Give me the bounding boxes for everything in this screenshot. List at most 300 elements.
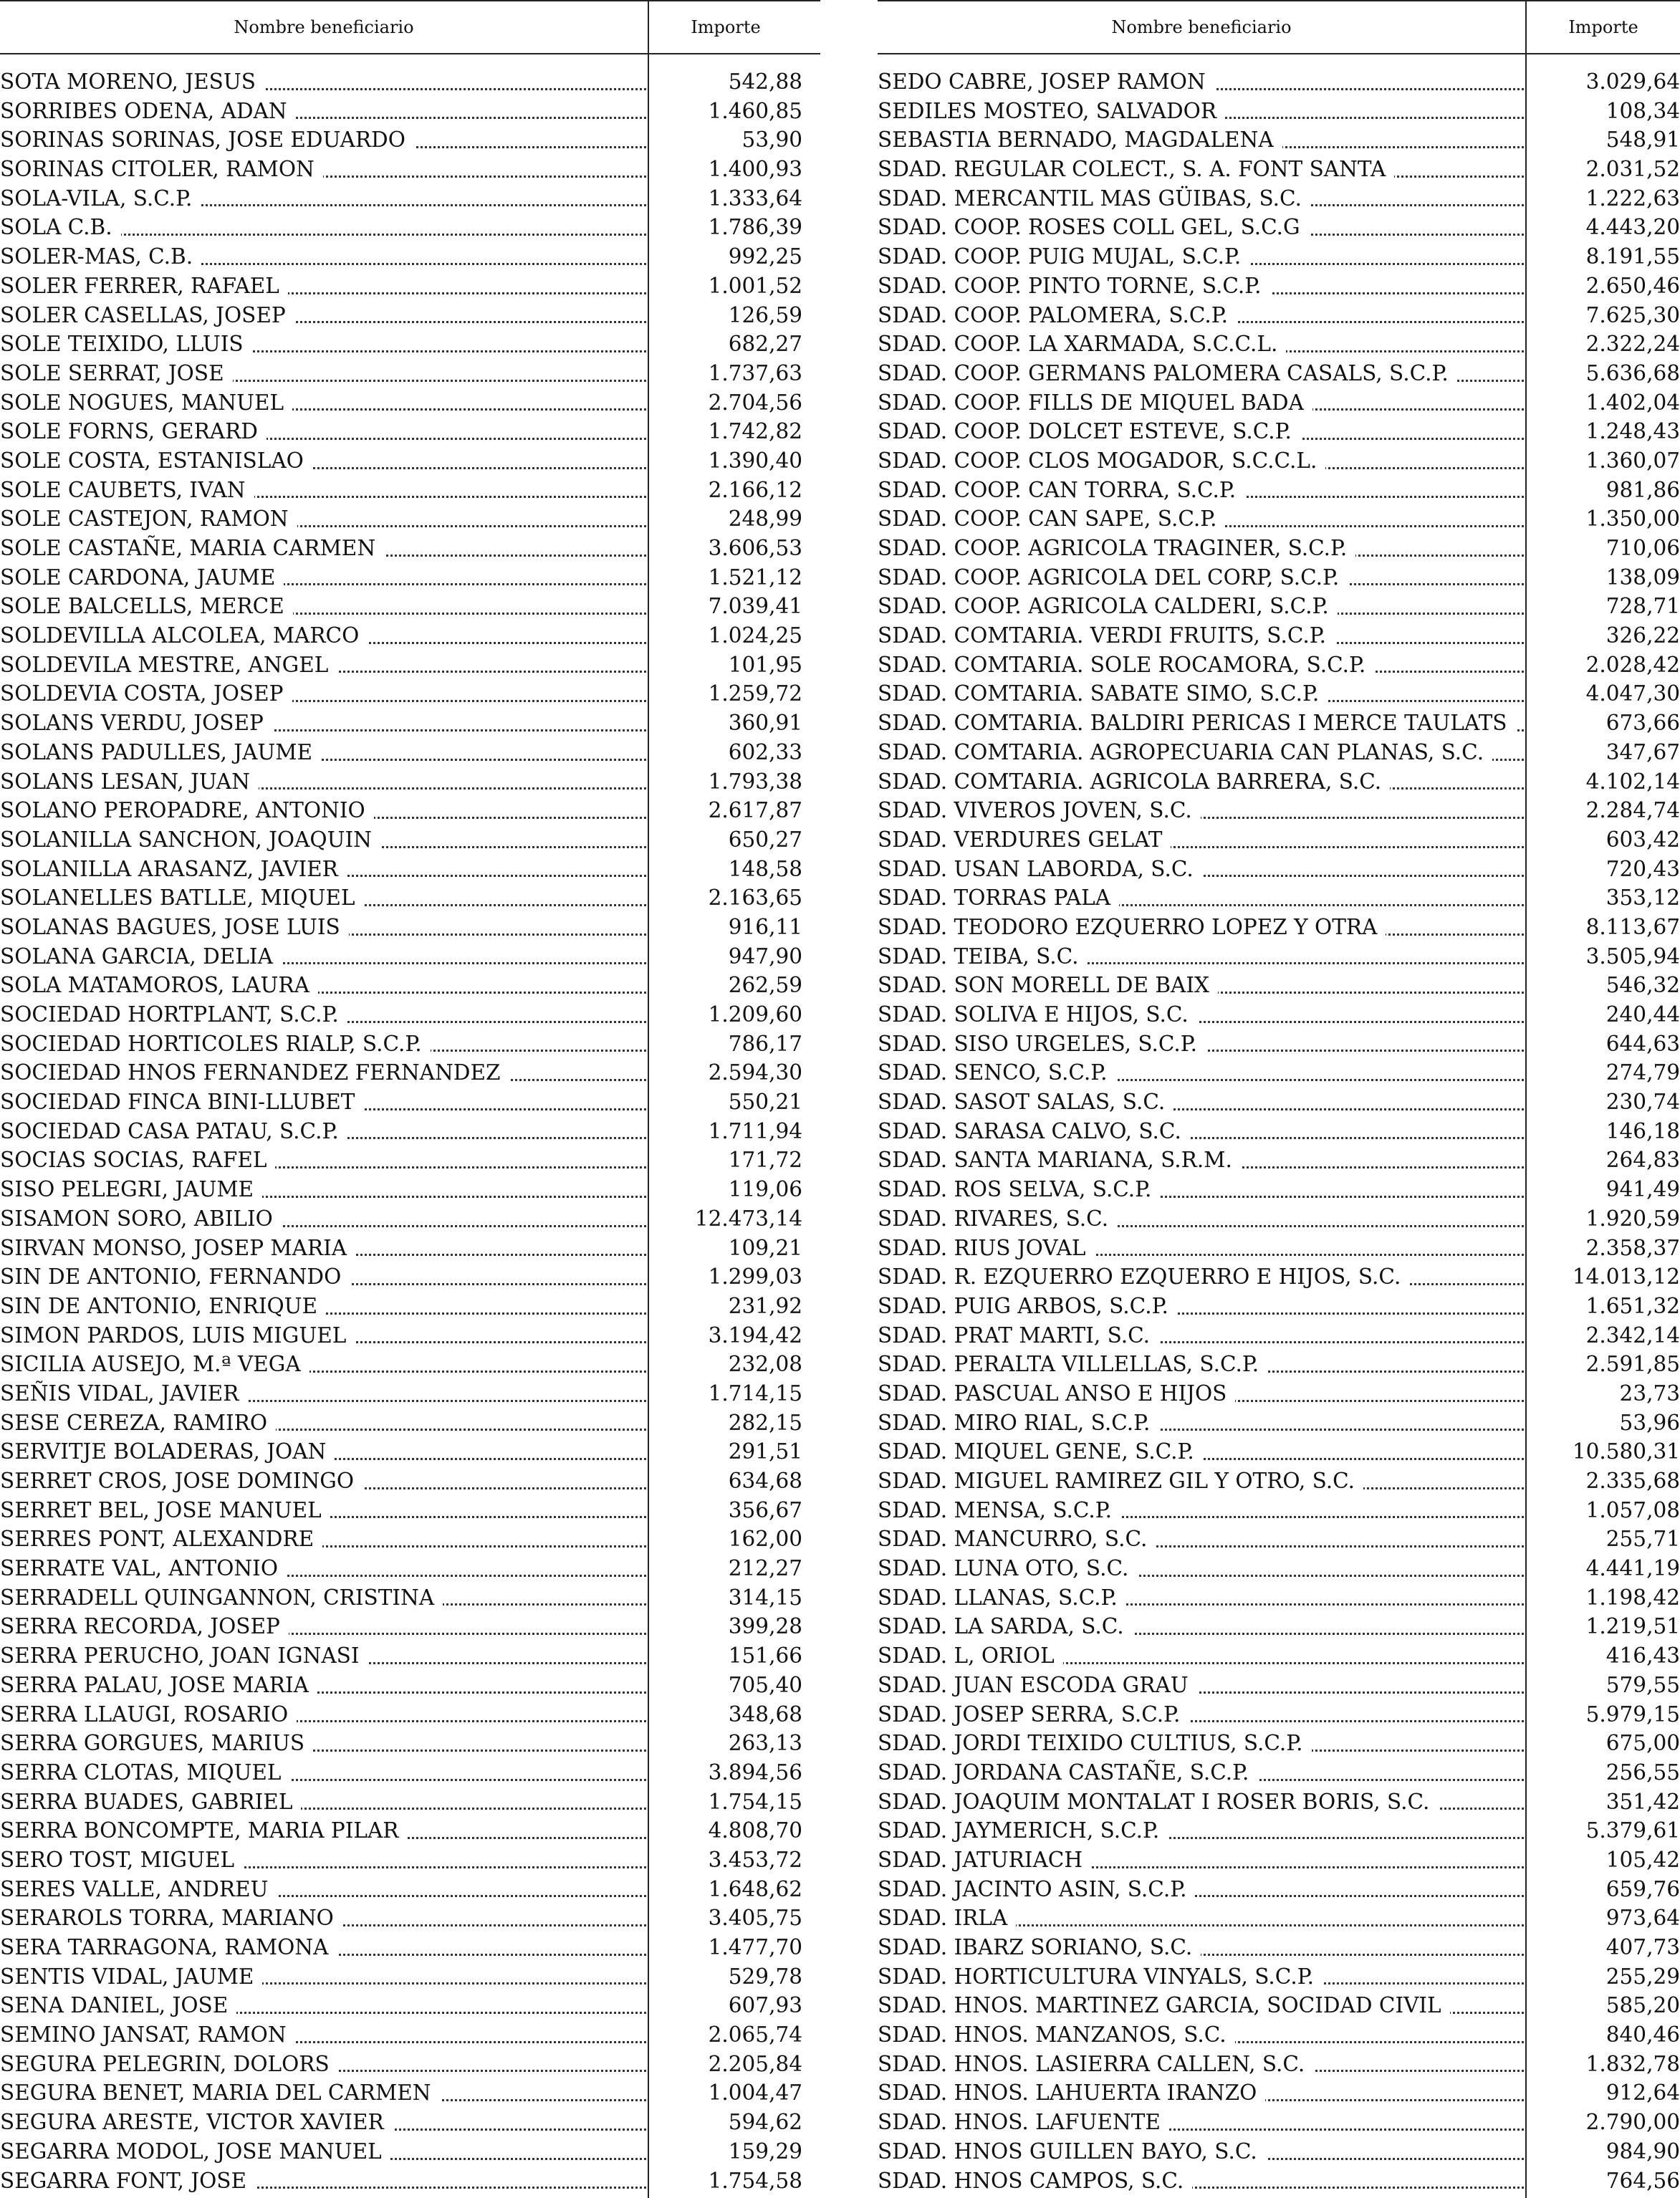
amount-cell: 356,67 <box>728 1497 802 1522</box>
beneficiary-name: SERRA PERUCHO, JOAN IGNASI <box>0 1643 368 1668</box>
table-row <box>0 1787 820 1817</box>
table-row <box>0 1408 820 1438</box>
amount-cell: 1.209,60 <box>708 1002 802 1027</box>
beneficiary-name-cell <box>0 1700 646 1729</box>
amount-cell: 1.786,39 <box>708 215 802 240</box>
beneficiary-name-cell <box>0 1904 646 1933</box>
beneficiary-name: SOLA-VILA, S.C.P. <box>0 186 201 211</box>
table-row <box>0 1467 820 1496</box>
table-row <box>878 1729 1680 1758</box>
beneficiary-name-cell <box>878 563 1524 592</box>
table-row <box>0 1000 820 1030</box>
table-row <box>878 301 1680 330</box>
beneficiary-name: SERRA BONCOMPTE, MARIA PILAR <box>0 1818 408 1843</box>
beneficiary-name-cell <box>878 2020 1524 2050</box>
beneficiary-name-cell <box>878 855 1524 884</box>
beneficiary-name-cell <box>0 2166 646 2196</box>
amount-cell: 126,59 <box>728 302 802 327</box>
amount-cell: 529,78 <box>728 1964 802 1989</box>
beneficiary-name: SOLE CARDONA, JAUME <box>0 565 284 590</box>
beneficiary-name: SDAD. COOP. CLOS MOGADOR, S.C.C.L. <box>878 448 1325 473</box>
beneficiary-name-cell <box>0 417 646 446</box>
amount-cell: 1.521,12 <box>708 565 802 590</box>
beneficiary-name-cell <box>0 563 646 592</box>
beneficiary-name: SDAD. SENCO, S.C.P. <box>878 1060 1116 1085</box>
table-row <box>878 767 1680 797</box>
beneficiary-name-cell <box>0 272 646 301</box>
beneficiary-name: SDAD. RIUS JOVAL <box>878 1236 1095 1260</box>
amount-cell: 162,00 <box>728 1527 802 1552</box>
amount-cell: 542,88 <box>728 69 802 94</box>
beneficiary-name: SDAD. HNOS. MANZANOS, S.C. <box>878 2022 1235 2047</box>
amount-cell: 348,68 <box>728 1702 802 1727</box>
table-row <box>0 242 820 272</box>
beneficiary-name-cell <box>878 1962 1524 1992</box>
table-row <box>0 1262 820 1292</box>
amount-cell: 10.580,31 <box>1572 1439 1680 1464</box>
beneficiary-name-cell <box>0 301 646 330</box>
beneficiary-name: SOLANS PADULLES, JAUME <box>0 740 321 764</box>
amount-cell: 548,91 <box>1605 128 1680 153</box>
beneficiary-name-cell <box>0 125 646 155</box>
beneficiary-name: SOCIEDAD CASA PATAU, S.C.P. <box>0 1119 347 1143</box>
amount-cell: 7.039,41 <box>708 594 802 619</box>
beneficiary-name-cell <box>878 1262 1524 1292</box>
beneficiary-name: SDAD. COMTARIA. AGROPECUARIA CAN PLANAS, S.C. <box>878 740 1492 764</box>
beneficiary-name-cell <box>0 796 646 825</box>
beneficiary-name-cell <box>878 417 1524 446</box>
beneficiary-name: SDAD. JUAN ESCODA GRAU <box>878 1673 1197 1697</box>
beneficiary-name: SDAD. PRAT MARTI, S.C. <box>878 1323 1158 1348</box>
amount-cell: 263,13 <box>728 1731 802 1756</box>
beneficiary-name: SICILIA AUSEJO, M.ª VEGA <box>0 1352 309 1376</box>
table-row <box>0 2050 820 2079</box>
amount-cell: 2.650,46 <box>1585 273 1680 298</box>
beneficiary-name-cell <box>0 2078 646 2108</box>
beneficiary-name: SESE CEREZA, RAMIRO <box>0 1411 276 1435</box>
amount-cell: 255,29 <box>1605 1964 1680 1989</box>
amount-cell: 105,42 <box>1605 1847 1680 1872</box>
beneficiary-name-cell <box>0 1030 646 1059</box>
beneficiary-name: SDAD. JORDANA CASTAÑE, S.C.P. <box>878 1760 1257 1785</box>
beneficiary-name-cell <box>878 738 1524 767</box>
amount-cell: 4.808,70 <box>708 1818 802 1843</box>
amount-cell: 255,71 <box>1605 1527 1680 1552</box>
beneficiary-name: SIMON PARDOS, LUIS MIGUEL <box>0 1323 355 1348</box>
beneficiary-name: SENTIS VIDAL, JAUME <box>0 1964 262 1989</box>
table-row <box>0 359 820 388</box>
table-row <box>878 1671 1680 1700</box>
beneficiary-name-cell <box>878 1875 1524 1904</box>
table-row <box>0 1292 820 1321</box>
table-row <box>0 1030 820 1059</box>
beneficiary-name-cell <box>0 1175 646 1204</box>
amount-cell: 2.617,87 <box>708 798 802 823</box>
beneficiary-name: SDAD. JACINTO ASIN, S.C.P. <box>878 1877 1195 1901</box>
amount-cell: 159,29 <box>728 2139 802 2164</box>
table-row <box>0 1234 820 1263</box>
table-row <box>878 242 1680 272</box>
amount-cell: 3.453,72 <box>708 1847 802 1872</box>
beneficiary-name: SERA TARRAGONA, RAMONA <box>0 1935 337 1959</box>
beneficiary-name-cell <box>0 1408 646 1438</box>
beneficiary-name: SOLA C.B. <box>0 215 121 239</box>
table-row <box>878 942 1680 971</box>
beneficiary-name: SOCIEDAD HORTPLANT, S.C.P. <box>0 1002 347 1027</box>
beneficiary-name-cell <box>0 1058 646 1088</box>
beneficiary-name-cell <box>0 1350 646 1379</box>
beneficiary-name: SOLE NOGUES, MANUEL <box>0 390 292 415</box>
amount-cell: 2.594,30 <box>708 1060 802 1085</box>
beneficiary-name-cell <box>0 1292 646 1321</box>
amount-cell: 1.222,63 <box>1585 186 1680 211</box>
amount-cell: 1.711,94 <box>708 1118 802 1143</box>
beneficiary-name-cell <box>878 1671 1524 1700</box>
beneficiary-name: SDAD. COOP. CAN TORRA, S.C.P. <box>878 478 1244 502</box>
beneficiary-name: SOLER CASELLAS, JOSEP <box>0 303 294 327</box>
beneficiary-name-cell <box>878 1467 1524 1496</box>
beneficiary-name: SERRA RECORDA, JOSEP <box>0 1614 289 1638</box>
beneficiary-name-cell <box>878 1408 1524 1438</box>
beneficiary-name-cell <box>0 913 646 942</box>
amount-cell: 3.405,75 <box>708 1906 802 1931</box>
beneficiary-name-cell <box>878 184 1524 213</box>
amount-cell: 1.057,08 <box>1585 1497 1680 1522</box>
beneficiary-name: SDAD. SASOT SALAS, S.C. <box>878 1090 1173 1114</box>
beneficiary-name: SDAD. TEIBA, S.C. <box>878 944 1088 969</box>
beneficiary-name-cell <box>878 592 1524 621</box>
beneficiary-name: SERRA CLOTAS, MIQUEL <box>0 1760 290 1785</box>
beneficiary-name-cell <box>0 1117 646 1146</box>
beneficiary-name-cell <box>0 2137 646 2166</box>
beneficiary-name-cell <box>878 446 1524 476</box>
beneficiary-name: SORINAS CITOLER, RAMON <box>0 157 323 181</box>
amount-cell: 1.742,82 <box>708 419 802 444</box>
table-row <box>0 592 820 621</box>
amount-cell: 1.832,78 <box>1585 2051 1680 2076</box>
beneficiary-name: SDAD. COOP. PALOMERA, S.C.P. <box>878 303 1237 327</box>
amount-cell: 1.737,63 <box>708 360 802 385</box>
beneficiary-name-cell <box>0 1088 646 1117</box>
amount-cell: 109,21 <box>728 1235 802 1260</box>
amount-cell: 2.205,84 <box>708 2051 802 2076</box>
beneficiary-name: SOLER FERRER, RAFAEL <box>0 274 288 298</box>
table-row <box>0 679 820 709</box>
amount-cell: 644,63 <box>1605 1031 1680 1056</box>
table-row <box>0 1204 820 1234</box>
amount-cell: 992,25 <box>728 244 802 269</box>
beneficiary-name-cell <box>0 1612 646 1641</box>
amount-cell: 1.360,07 <box>1585 448 1680 473</box>
amount-cell: 264,83 <box>1605 1148 1680 1173</box>
beneficiary-name-cell <box>878 1437 1524 1467</box>
table-row <box>0 534 820 563</box>
amount-cell: 146,18 <box>1605 1118 1680 1143</box>
beneficiary-name: SISAMON SORO, ABILIO <box>0 1206 282 1231</box>
table-row <box>0 796 820 825</box>
amount-cell: 151,66 <box>728 1643 802 1669</box>
table-row <box>878 1030 1680 1059</box>
amount-cell: 138,09 <box>1605 565 1680 590</box>
beneficiary-name: SDAD. SISO URGELES, S.C.P. <box>878 1032 1206 1056</box>
amount-cell: 550,21 <box>728 1090 802 1115</box>
beneficiary-name-cell <box>0 1641 646 1671</box>
table-row <box>878 359 1680 388</box>
beneficiary-name-cell <box>878 971 1524 1000</box>
amount-cell: 1.299,03 <box>708 1264 802 1290</box>
beneficiary-name-cell <box>878 1000 1524 1030</box>
beneficiary-name-cell <box>0 1204 646 1234</box>
beneficiary-name: SDAD. HNOS. LAHUERTA IRANZO <box>878 2081 1265 2105</box>
beneficiary-name: SDAD. JOSEP SERRA, S.C.P. <box>878 1702 1189 1727</box>
amount-cell: 407,73 <box>1605 1935 1680 1959</box>
beneficiary-name: SOLANELLES BATLLE, MIQUEL <box>0 886 363 910</box>
amount-cell: 1.390,40 <box>708 448 802 473</box>
beneficiary-name: SDAD. COMTARIA. BALDIRI PERICAS I MERCE TAULATS <box>878 711 1515 735</box>
amount-cell: 786,17 <box>728 1031 802 1056</box>
beneficiary-name-cell <box>0 476 646 505</box>
amount-cell: 1.333,64 <box>708 186 802 211</box>
beneficiary-name-cell <box>878 1554 1524 1583</box>
beneficiary-name: SERRA BUADES, GABRIEL <box>0 1790 301 1814</box>
beneficiary-name-cell <box>878 1933 1524 1962</box>
table-row <box>0 446 820 476</box>
beneficiary-name-cell <box>0 1379 646 1408</box>
beneficiary-name: SDAD. REGULAR COLECT., S. A. FONT SANTA <box>878 157 1394 181</box>
amount-cell: 5.636,68 <box>1585 360 1680 385</box>
table-row <box>878 184 1680 213</box>
beneficiary-name-cell <box>878 679 1524 709</box>
beneficiary-name: SDAD. COMTARIA. AGRICOLA BARRERA, S.C. <box>878 769 1390 794</box>
amount-cell: 360,91 <box>728 711 802 736</box>
beneficiary-name: SEGURA ARESTE, VICTOR XAVIER <box>0 2110 393 2134</box>
table-row <box>878 417 1680 446</box>
amount-cell: 2.704,56 <box>708 390 802 415</box>
amount-cell: 594,62 <box>728 2110 802 2135</box>
beneficiary-name-cell <box>0 825 646 855</box>
beneficiary-name: SOTA MORENO, JESUS <box>0 69 264 94</box>
table-row <box>878 1088 1680 1117</box>
beneficiary-name: SOLANS LESAN, JUAN <box>0 769 259 794</box>
table-row <box>878 1904 1680 1933</box>
table-row <box>0 2078 820 2108</box>
beneficiary-name-cell <box>878 1175 1524 1204</box>
beneficiary-name: SEÑIS VIDAL, JAVIER <box>0 1381 247 1406</box>
table-row <box>0 125 820 155</box>
beneficiary-name: SDAD. JATURIACH <box>878 1848 1091 1872</box>
beneficiary-name-cell <box>878 1787 1524 1817</box>
table-row <box>0 301 820 330</box>
table-row <box>0 1525 820 1554</box>
beneficiary-name-cell <box>0 2108 646 2137</box>
beneficiary-name-cell <box>878 709 1524 738</box>
table-row <box>0 2137 820 2166</box>
amount-cell: 1.477,70 <box>708 1935 802 1959</box>
amount-cell: 274,79 <box>1605 1060 1680 1085</box>
beneficiary-name-cell <box>0 679 646 709</box>
amount-cell: 912,64 <box>1605 2081 1680 2106</box>
table-row <box>0 1175 820 1204</box>
amount-cell: 148,58 <box>728 856 802 881</box>
table-row <box>878 1612 1680 1641</box>
beneficiary-name-cell <box>878 1117 1524 1146</box>
amount-cell: 8.113,67 <box>1585 914 1680 939</box>
table-row <box>0 971 820 1000</box>
beneficiary-name: SDAD. SARASA CALVO, S.C. <box>878 1119 1190 1143</box>
beneficiary-name: SDAD. PERALTA VILLELLAS, S.C.P. <box>878 1352 1267 1376</box>
beneficiary-name: SOLE BALCELLS, MERCE <box>0 594 293 618</box>
table-row <box>878 1350 1680 1379</box>
amount-cell: 1.460,85 <box>708 98 802 123</box>
table-row <box>878 1204 1680 1234</box>
table-row <box>878 709 1680 738</box>
beneficiary-name: SDAD. IBARZ SORIANO, S.C. <box>878 1935 1201 1959</box>
amount-cell: 1.350,00 <box>1585 507 1680 532</box>
table-row <box>878 1554 1680 1583</box>
table-row <box>0 1758 820 1787</box>
table-row <box>878 1962 1680 1992</box>
beneficiary-name: SDAD. COOP. LA XARMADA, S.C.C.L. <box>878 332 1286 356</box>
amount-cell: 4.102,14 <box>1585 769 1680 794</box>
beneficiary-name: SDAD. COOP. PINTO TORNE, S.C.P. <box>878 274 1270 298</box>
amount-cell: 675,00 <box>1605 1731 1680 1756</box>
table-row <box>0 767 820 797</box>
amount-cell: 1.001,52 <box>708 273 802 298</box>
amount-cell: 3.894,56 <box>708 1760 802 1785</box>
amount-cell: 682,27 <box>728 332 802 357</box>
beneficiary-name-cell <box>878 942 1524 971</box>
beneficiary-name: SOLE FORNS, GERARD <box>0 419 267 443</box>
beneficiary-name: SOLANILLA ARASANZ, JAVIER <box>0 857 347 881</box>
amount-cell: 2.790,00 <box>1585 2110 1680 2135</box>
table-row <box>878 592 1680 621</box>
beneficiary-name: SDAD. ROS SELVA, S.C.P. <box>878 1177 1160 1201</box>
amount-cell: 8.191,55 <box>1585 244 1680 269</box>
beneficiary-name-cell <box>0 1000 646 1030</box>
table-body <box>878 67 1680 2195</box>
amount-cell: 1.754,15 <box>708 1789 802 1814</box>
table-row <box>878 330 1680 359</box>
table-row <box>878 883 1680 913</box>
amount-cell: 1.793,38 <box>708 769 802 794</box>
amount-cell: 5.979,15 <box>1585 1702 1680 1727</box>
amount-cell: 314,15 <box>728 1585 802 1610</box>
beneficiary-name: SOLER-MAS, C.B. <box>0 244 201 269</box>
beneficiary-name: SOLANAS BAGUES, JOSE LUIS <box>0 915 349 939</box>
beneficiary-name: SDAD. LLANAS, S.C.P. <box>878 1585 1126 1610</box>
amount-cell: 710,06 <box>1605 536 1680 560</box>
beneficiary-name-cell <box>878 1088 1524 1117</box>
amount-cell: 659,76 <box>1605 1876 1680 1901</box>
beneficiary-name-cell <box>0 1467 646 1496</box>
beneficiary-name-cell <box>0 855 646 884</box>
table-row <box>878 155 1680 184</box>
amount-cell: 256,55 <box>1605 1760 1680 1785</box>
amount-cell: 240,44 <box>1605 1002 1680 1027</box>
beneficiary-name-cell <box>878 1350 1524 1379</box>
amount-cell: 230,74 <box>1605 1090 1680 1115</box>
table-row <box>0 2020 820 2050</box>
amount-cell: 3.606,53 <box>708 536 802 560</box>
table-row <box>0 388 820 418</box>
beneficiary-name-cell <box>878 1321 1524 1350</box>
table-row <box>878 1379 1680 1408</box>
amount-cell: 416,43 <box>1605 1643 1680 1669</box>
amount-cell: 2.335,68 <box>1585 1469 1680 1493</box>
beneficiary-name: SOLE CAUBETS, IVAN <box>0 478 254 502</box>
table-row <box>0 651 820 680</box>
table-row <box>0 1554 820 1583</box>
beneficiary-name-cell <box>878 651 1524 680</box>
amount-cell: 634,68 <box>728 1469 802 1493</box>
beneficiary-name: SDAD. MENSA, S.C.P. <box>878 1498 1120 1522</box>
amount-cell: 2.166,12 <box>708 477 802 502</box>
beneficiary-name-cell <box>878 1846 1524 1875</box>
amount-cell: 326,22 <box>1605 623 1680 648</box>
amount-cell: 2.342,14 <box>1585 1323 1680 1348</box>
beneficiary-name: SDAD. COMTARIA. SABATE SIMO, S.C.P. <box>878 681 1328 706</box>
beneficiary-name-cell <box>0 942 646 971</box>
table-row <box>0 184 820 213</box>
beneficiary-name: SOCIEDAD HORTICOLES RIALP, S.C.P. <box>0 1032 431 1056</box>
beneficiary-name-cell <box>0 184 646 213</box>
amount-cell: 282,15 <box>728 1410 802 1435</box>
beneficiary-name: SDAD. SON MORELL DE BAIX <box>878 973 1218 997</box>
table-row <box>878 825 1680 855</box>
beneficiary-name: SDAD. HNOS. LAFUENTE <box>878 2110 1169 2134</box>
amount-cell: 947,90 <box>728 944 802 969</box>
table-row <box>878 1146 1680 1175</box>
beneficiary-name-cell <box>0 709 646 738</box>
table-row <box>0 155 820 184</box>
column-header-amount: Importe <box>691 17 761 37</box>
table-row <box>878 2137 1680 2166</box>
beneficiary-name: SEGARRA FONT, JOSE <box>0 2169 255 2193</box>
beneficiary-name-cell <box>0 1991 646 2020</box>
table-row <box>878 1700 1680 1729</box>
beneficiary-name-cell <box>878 67 1524 97</box>
table-row <box>0 2108 820 2137</box>
beneficiary-name: SDAD. COOP. DOLCET ESTEVE, S.C.P. <box>878 419 1300 443</box>
beneficiary-name: SDAD. JAYMERICH, S.C.P. <box>878 1818 1168 1843</box>
table-row <box>0 1437 820 1467</box>
amount-cell: 673,66 <box>1605 711 1680 736</box>
amount-cell: 14.013,12 <box>1572 1264 1680 1290</box>
amount-cell: 1.024,25 <box>708 623 802 648</box>
table-row <box>0 1321 820 1350</box>
beneficiary-name: SERRET BEL, JOSE MANUEL <box>0 1498 330 1522</box>
amount-cell: 1.400,93 <box>708 157 802 182</box>
table-row <box>878 1000 1680 1030</box>
table-row <box>0 504 820 534</box>
beneficiary-name-cell <box>0 2020 646 2050</box>
amount-cell: 728,71 <box>1605 594 1680 619</box>
table-row <box>878 971 1680 1000</box>
table-row <box>0 855 820 884</box>
beneficiary-name-cell <box>878 796 1524 825</box>
table-row <box>0 1117 820 1146</box>
amount-cell: 1.754,58 <box>708 2168 802 2193</box>
beneficiary-name-cell <box>878 2108 1524 2137</box>
beneficiary-name: SDAD. RIVARES, S.C. <box>878 1206 1117 1231</box>
amount-cell: 53,90 <box>741 128 802 153</box>
amount-cell: 607,93 <box>728 1993 802 2018</box>
beneficiary-name: SDAD. TEODORO EZQUERRO LOPEZ Y OTRA <box>878 915 1386 939</box>
beneficiary-name: SEDILES MOSTEO, SALVADOR <box>878 99 1225 123</box>
table-row <box>878 1437 1680 1467</box>
beneficiary-name-cell <box>0 359 646 388</box>
beneficiary-name-cell <box>878 1030 1524 1059</box>
